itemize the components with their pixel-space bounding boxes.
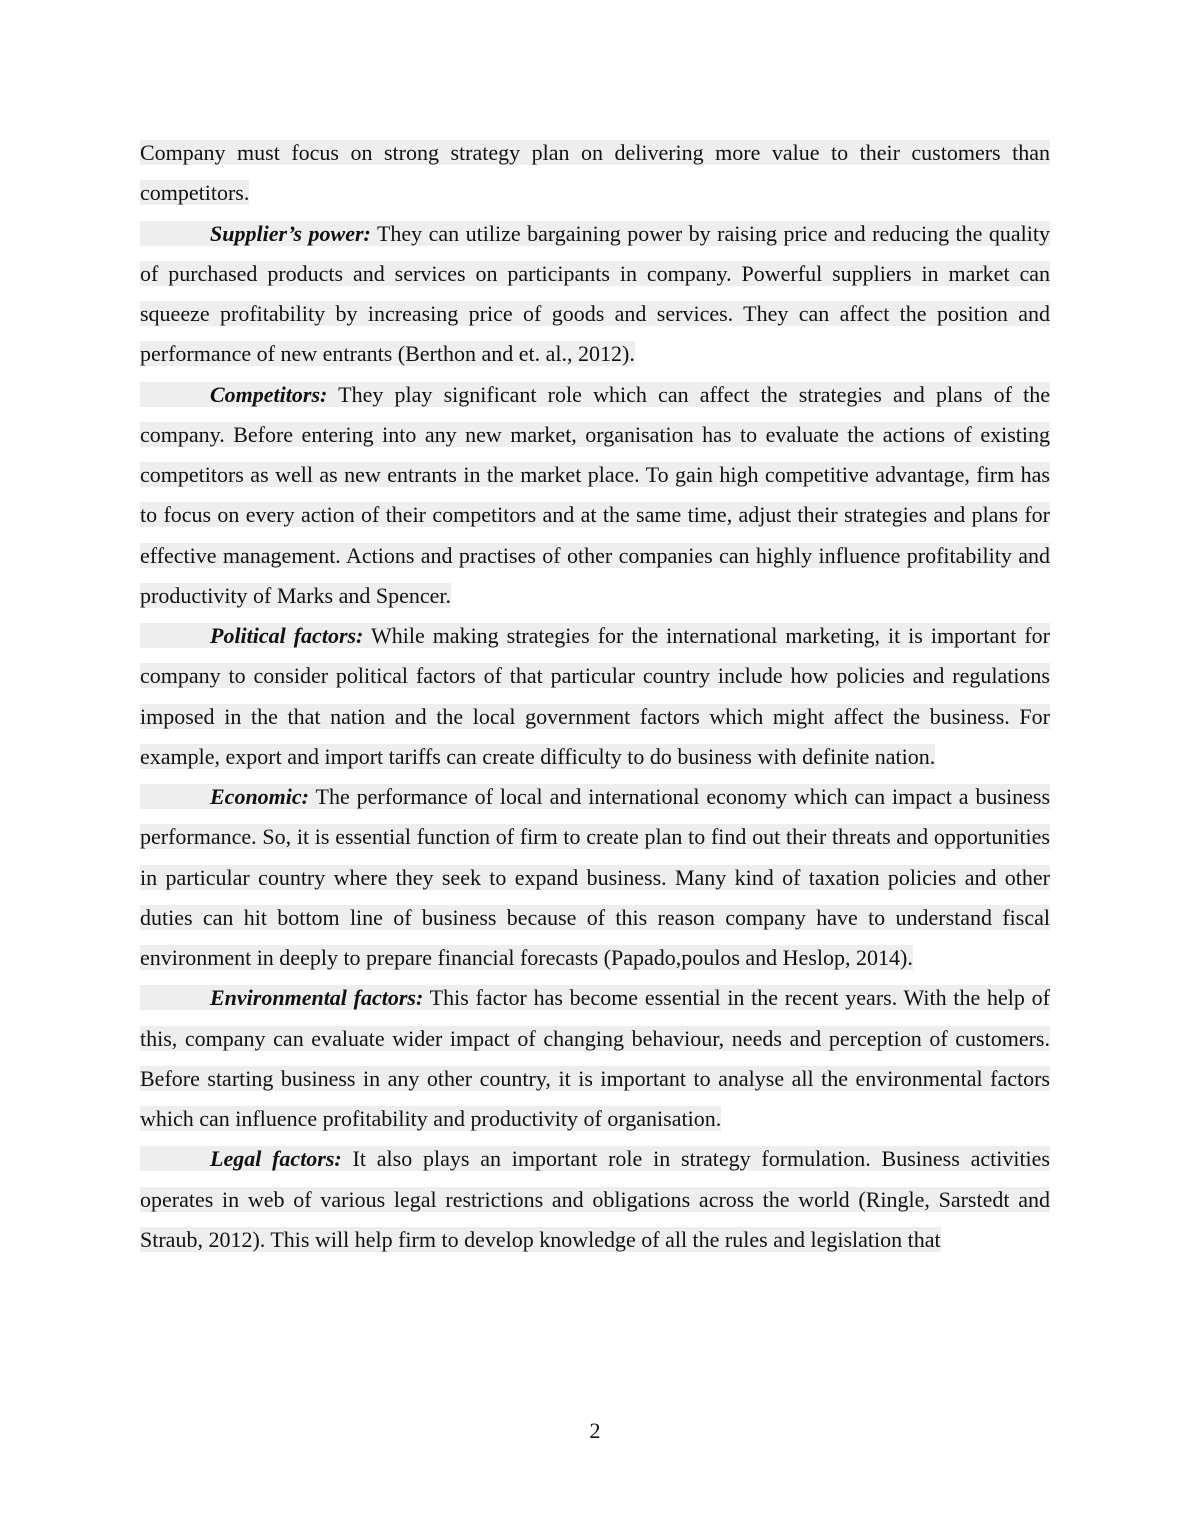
paragraph-competitors [140, 375, 1050, 617]
paragraph-heading: Economic: [210, 784, 309, 809]
paragraph-suppliers-power [140, 214, 1050, 375]
paragraph-economic [140, 777, 1050, 978]
paragraph-text: The performance of local and international economy which can impact a business performance. So, it is essential function of firm to create plan to find out their threats and opportunities in particular country where they seek to expand business. Many kind of taxation policies and other duties can hit bottom line of business because of this reason company have to understand fiscal environment in deeply to prepare financial forecasts (Papado,poulos and Heslop, 2014). [140, 784, 1050, 970]
paragraph-text: It also plays an important role in strategy formulation. Business activities operates in web of various legal restrictions and obligations across the world (Ringle, Sarstedt and Straub, 2012). This will help firm to develop knowledge of all the rules and legislation that [140, 1146, 1050, 1252]
paragraph-political-factors [140, 616, 1050, 777]
page-number: 2 [589, 1418, 601, 1443]
paragraph-heading: Supplier’s power: [210, 220, 371, 246]
body-text [140, 133, 1050, 1260]
paragraph-heading: Environmental factors: [210, 985, 424, 1011]
paragraph-heading: Competitors: [210, 381, 328, 407]
paragraph-heading: Legal factors: [210, 1146, 342, 1172]
paragraph-text: They can utilize bargaining power by raising price and reducing the quality of purchased products and services on participants in company. Powerful suppliers in market can squeeze profitability by increasing price of goods and services. They can affect the position and performance of new entrants (Berthon and et. al., 2012). [140, 220, 1051, 367]
paragraph-text: While making strategies for the international marketing, it is important for company to consider political factors of that particular country include how policies and regulations imposed in the that nation and the local government factors which might affect the business. For example, export and import tariffs can create difficulty to do business with definite nation. [140, 623, 1050, 769]
paragraph-legal-factors [140, 1139, 1050, 1260]
paragraph-environmental-factors [140, 978, 1050, 1139]
paragraph-text: They play significant role which can affect the strategies and plans of the company. Before entering into any new market, organisation has to evaluate the actions of existing competitors as well as new entrants in the market place. To gain high competitive advantage, firm has to focus on every action of their competitors and at the same time, adjust their strategies and plans for effective management. Actions and practises of other companies can highly influence profitability and productivity of Marks and Spencer. [140, 381, 1050, 608]
paragraph-text: Company must focus on strong strategy plan on delivering more value to their customers than competitors. [140, 140, 1050, 206]
paragraph-intro [140, 133, 1050, 214]
paragraph-text: This factor has become essential in the recent years. With the help of this, company can evaluate wider impact of changing behaviour, needs and perception of customers. Before starting business in any other country, it is important to analyse all the environmental factors which can influence profitability and productivity of organisation. [140, 985, 1050, 1131]
paragraph-heading: Political factors: [210, 623, 364, 648]
